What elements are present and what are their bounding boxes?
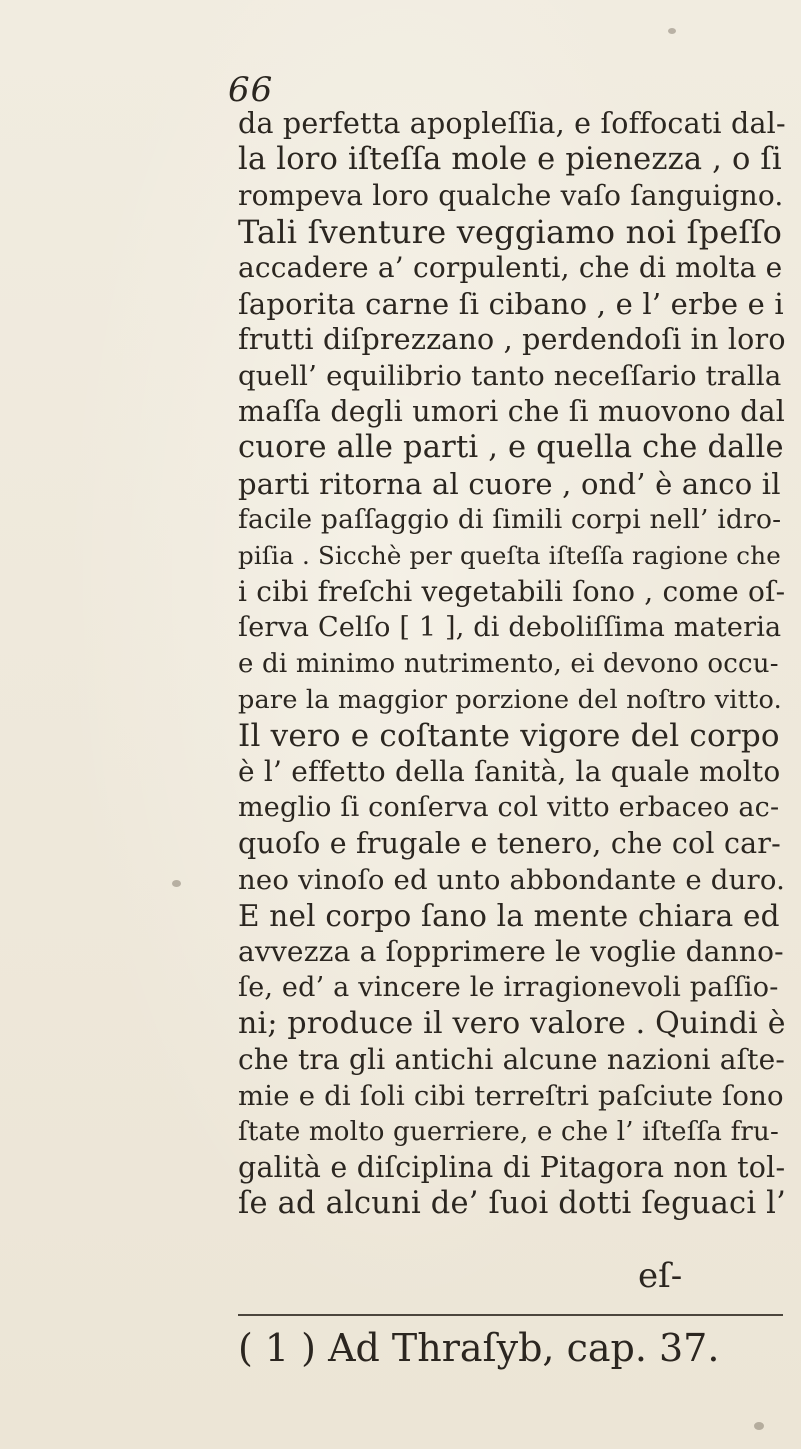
paper-speck	[668, 28, 676, 34]
text-line: cuore alle parti , e quella che dalle	[238, 430, 784, 465]
text-line: rompeva loro qualche vaſo ſanguigno.	[238, 179, 784, 212]
text-line: da perfetta apopleſſia, e ſoffocati dal-	[238, 107, 786, 140]
text-line: accadere a’ corpulenti, che di molta e	[238, 251, 783, 284]
text-line: quoſo e frugale e tenero, che col car-	[238, 827, 781, 860]
text-line: frutti diſprezzano , perdendoſi in loro	[238, 323, 786, 356]
text-line: è l’ effetto della ſanità, la quale molto	[238, 755, 781, 788]
footnote-rule	[238, 1314, 783, 1316]
text-line: avvezza a ſopprimere le voglie danno-	[238, 935, 784, 968]
text-line: neo vinoſo ed unto abbondante e duro.	[238, 864, 786, 896]
text-line: parti ritorna al cuore , ond’ è anco il	[238, 467, 781, 501]
text-line: ſerva Celſo [ 1 ], di deboliſſima materia	[238, 612, 782, 643]
paper-speck	[754, 1422, 764, 1430]
text-line: i cibi freſchi vegetabili ſono , come oſ-	[238, 575, 786, 608]
text-line: piſia . Sicchè per queſta iſteſſa ragione che	[238, 541, 781, 570]
text-line: galità e diſciplina di Pitagora non tol-	[238, 1151, 786, 1184]
text-line: e di minimo nutrimento, ei devono occu-	[238, 649, 779, 679]
text-line: quell’ equilibrio tanto neceſſario tralla	[238, 360, 782, 392]
catchword: eſ-	[638, 1256, 683, 1296]
text-line: Il vero e coſtante vigore del corpo	[238, 718, 780, 754]
footnote: ( 1 ) Ad Thraſyb, cap. 37.	[238, 1326, 720, 1370]
text-line: mie e di ſoli cibi terreſtri paſciute ſono	[238, 1080, 784, 1112]
text-line: facile paſſaggio di ſimili corpi nell’ idro-	[238, 504, 782, 535]
text-line: maſſa degli umori che ſi muovono dal	[238, 395, 786, 428]
text-line: ſe ad alcuni de’ ſuoi dotti ſeguaci l’	[238, 1186, 787, 1221]
text-line: E nel corpo ſano la mente chiara ed	[238, 899, 780, 933]
text-line: la loro iſteſſa mole e pienezza , o ſi	[238, 142, 782, 177]
text-line: ſtate molto guerriere, e che l’ iſteſſa fru-	[238, 1117, 779, 1147]
text-line: ni; produce il vero valore . Quindi è	[238, 1006, 786, 1041]
text-line: ſe, ed’ a vincere le irragionevoli paſſio-	[238, 972, 779, 1003]
text-line: ſaporita carne ſi cibano , e l’ erbe e i	[238, 287, 784, 321]
paper-speck	[172, 880, 181, 887]
text-line: che tra gli antichi alcune nazioni aſte-	[238, 1043, 786, 1076]
text-line: meglio ſi conſerva col vitto erbaceo ac-	[238, 792, 780, 823]
text-line: pare la maggior porzione del noſtro vitto.	[238, 685, 782, 715]
text-line: Tali ſventure veggiamo noi ſpeſſo	[238, 213, 783, 251]
page-number: 66	[228, 70, 274, 110]
